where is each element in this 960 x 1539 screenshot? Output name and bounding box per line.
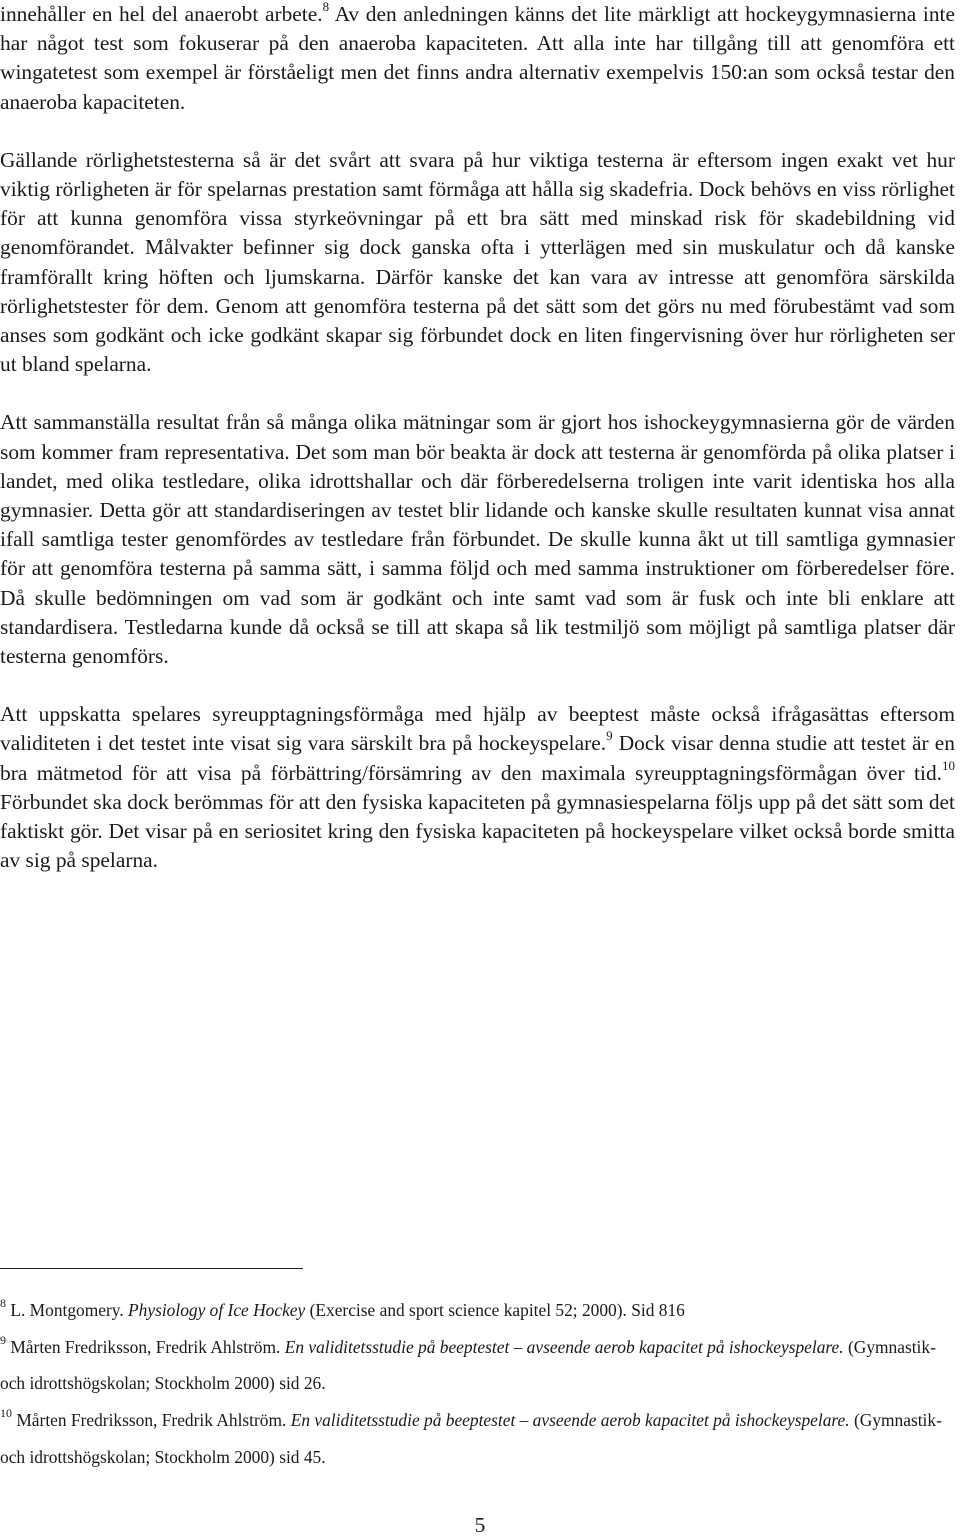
paragraph: [0, 408, 955, 671]
paragraph-text: innehåller en hel del anaerobt arbete.: [0, 2, 323, 26]
footnote: [0, 1402, 955, 1475]
paragraph-text: Gällande rörlighetstesterna så är det svårt att svara på hur viktiga testerna är eftersom ingen exakt vet hur viktig rörligheten är för spelarnas prestation samt förmåga att hålla sig skadefria. Dock behövs en viss rörlighet för att kunna genomföra vissa styrkeövningar på ett bra sätt med minskad risk för skadebildning vid genomförandet. Målvakter befinner sig dock ganska ofta i ytterlägen med sin muskulatur och då kanske framförallt kring höften och ljumskarna. Därför kanske det kan vara av intresse att genomföra särskilda rörlighetstester för dem. Genom att genomföra testerna på det sätt som det görs nu med förubestämt vad som anses som godkänt och icke godkänt skapar sig förbundet dock en liten fingervisning över hur rörligheten ser ut bland spelarna.: [0, 147, 955, 377]
footnote-italic-text: En validitetsstudie på beeptestet – avseende aerob kapacitet på ishockeyspelare.: [284, 1336, 844, 1357]
footnote-text: (Exercise and sport science kapitel 52; 2000). Sid 816: [305, 1300, 685, 1320]
footnote-text: (Gymnastik- och idrottshögskolan; Stockholm 2000) sid 45.: [0, 1410, 942, 1467]
footnotes: [0, 1292, 955, 1476]
footnote-footnote-ref: 8: [0, 1296, 6, 1311]
footnote-separator: [0, 1268, 303, 1269]
paragraph-text: Att uppskatta spelares syreupptagningsförmåga med hjälp av beeptest måste också ifrågasättas eftersom validiteten i det testet inte visat sig vara särskilt bra på hockeyspelare.: [0, 702, 955, 756]
footnote-footnote-ref: 10: [0, 1406, 12, 1421]
footnote-italic-text: En validitetsstudie på beeptestet – avseende aerob kapacitet på ishockeyspelare.: [290, 1410, 850, 1431]
paragraph-text: Dock visar denna studie att testet är en bra mätmetod för att visa på förbättring/försämring av den maximala syreupptagningsförmågan över tid.: [0, 731, 955, 785]
paragraph: [0, 700, 955, 875]
paragraph: [0, 146, 955, 380]
paragraph: [0, 0, 955, 117]
footnote-text: L. Montgomery.: [6, 1300, 129, 1320]
paragraph-text: Av den anledningen känns det lite märkligt att hockeygymnasierna inte har något test som fokuserar på den anaeroba kapaciteten. Att alla inte har tillgång till att genomföra ett wingatetest som exempel är förståeligt men det finns andra alternativ exempelvis 150:an som också testar den anaeroba kapaciteten.: [0, 2, 955, 114]
footnote: [0, 1329, 955, 1402]
footnote-text: Mårten Fredriksson, Fredrik Ahlström.: [12, 1410, 291, 1431]
paragraph-footnote-ref: 9: [606, 728, 613, 744]
footnote-footnote-ref: 9: [0, 1332, 6, 1347]
footnote-text: (Gymnastik- och idrottshögskolan; Stockholm 2000) sid 26.: [0, 1336, 936, 1394]
paragraph-footnote-ref: 8: [322, 0, 330, 14]
footnote: [0, 1292, 955, 1329]
page-number: 5: [474, 1513, 486, 1537]
paragraph-text: Förbundet ska dock berömmas för att den fysiska kapaciteten på gymnasiespelarna följs upp på det sätt som det faktiskt gör. Det visar på en seriositet kring den fysiska kapaciteten på hockeyspelare vilket också borde smitta av sig på spelarna.: [0, 789, 955, 873]
paragraph-footnote-ref: 10: [942, 757, 955, 773]
paragraph-text: Att sammanställa resultat från så många olika mätningar som är gjort hos ishockeygymnasierna gör de värden som kommer fram representativa. Det som man bör beakta är dock att testerna är genomförda på olika platser i landet, med olika testledare, olika idrottshallar och där förberedelserna troligen inte varit identiska hos alla gymnasier. Detta gör att standardiseringen av testet blir lidande och kanske skulle resultaten kunnat visa annat ifall samtliga tester genomfördes av testledare från förbundet. De skulle kunna åkt ut till samtliga gymnasier för att genomföra testerna på samma sätt, i samma följd och med samma instruktioner om förberedelser före. Då skulle bedömningen om vad som är godkänt och inte samt vad som är fusk och inte bli enklare att standardisera. Testledarna kunde då också se till att skapa så lik testmiljö som möjligt på samtliga platser där testerna genomförs.: [0, 410, 955, 669]
footnote-text: Mårten Fredriksson, Fredrik Ahlström.: [6, 1336, 285, 1357]
footnote-italic-text: Physiology of Ice Hockey: [128, 1300, 306, 1320]
